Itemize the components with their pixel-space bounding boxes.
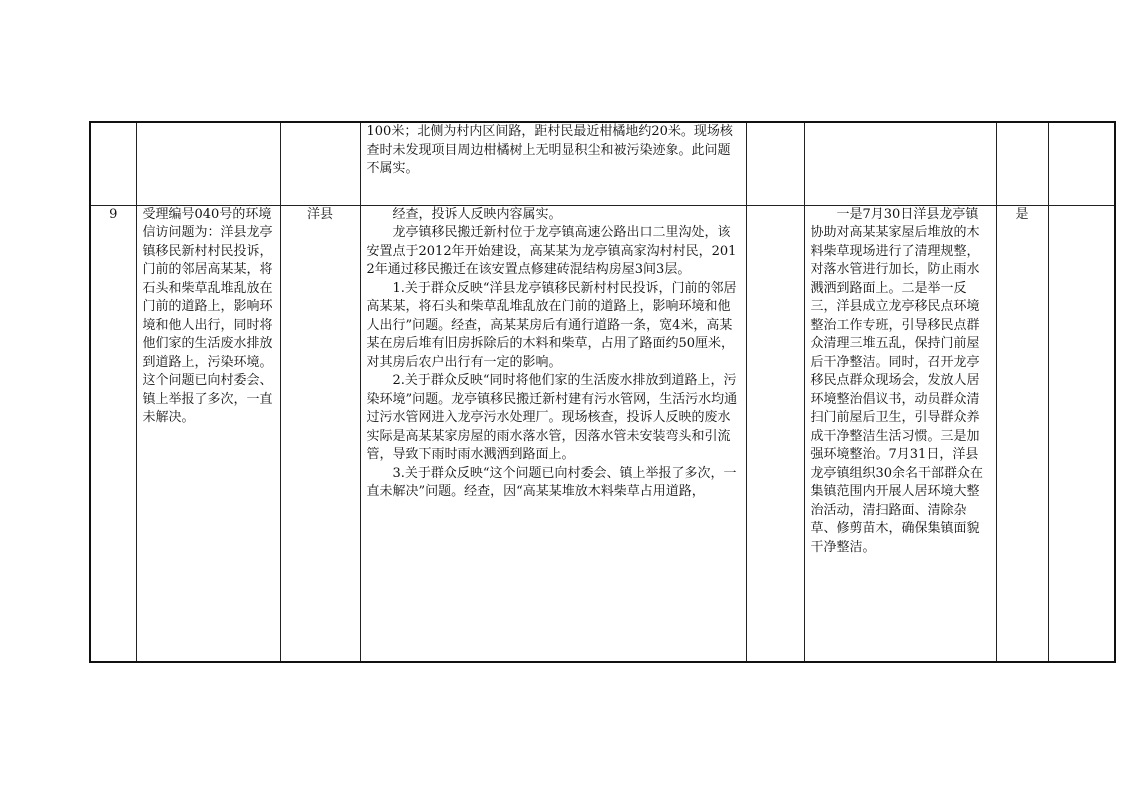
cell-empty-6b <box>746 205 804 662</box>
cell-complaint-empty <box>136 122 280 205</box>
cell-last-empty-b <box>1048 205 1115 662</box>
cell-empty-6 <box>746 122 804 205</box>
actions-text: 一是7月30日洋县龙亭镇协助对高某某家屋后堆放的木料柴草现场进行了清理规整，对落水管进行加长，防止雨水溅洒到路面上。二是举一反三，洋县成立龙亭移民点环境整治工作专班，引导移民点群众清理三堆五乱，保持门前屋后干净整洁。同时，召开龙亭移民点群众现场会，发放人居环境整治倡议书，动员群众清扫门前屋后卫生，引导群众养成干净整洁生活习惯。三是加强环境整治。7月31日，洋县龙亭镇组织30余名干部群众在集镇范围内开展人居环境大整治活动，清扫路面、清除杂草、修剪苗木，确保集镇面貌干净整洁。 <box>810 206 984 555</box>
cell-actions-empty <box>804 122 996 205</box>
cell-no-empty <box>90 122 136 205</box>
finding-para-4: 2.关于群众反映“同时将他们家的生活废水排放到道路上，污染环境”问题。龙亭镇移民搬迁新村建有污水管网，生活污水均通过污水管网进入龙亭污水处理厂。现场核查，投诉人反映的废水实际是高某某家房屋的雨水落水管，因落水管未安装弯头和引流管，导致下雨时雨水溅洒到路面上。 <box>366 373 738 462</box>
table-row-continued <box>90 122 1115 205</box>
finding-para-3: 1.关于群众反映“洋县龙亭镇移民新村村民投诉，门前的邻居高某某，将石头和柴草乱堆乱放在门前的道路上，影响环境和他人出行”问题。经查，高某某房后有通行道路一条，宽4米，高某某在房后堆有旧房拆除后的木料和柴草，占用了路面约50厘米，对其房后农户出行有一定的影响。 <box>366 280 737 370</box>
table-row-9 <box>90 205 1115 662</box>
cell-closed-empty <box>996 122 1048 205</box>
actions-cell <box>804 205 996 662</box>
cell-finding-continued <box>360 122 746 205</box>
finding-para-1: 经查，投诉人反映内容属实。 <box>392 206 562 222</box>
findings-cell <box>360 205 746 662</box>
finding-continued-text: 100米；北侧为村内区间路，距村民最近柑橘地约20米。现场核查时未发现项目周边柑橘树上无明显积尘和被污染迹象。此问题不属实。 <box>366 124 733 176</box>
county-cell: 洋县 <box>280 205 360 662</box>
row-number: 9 <box>90 205 136 662</box>
complaint-table <box>89 121 1116 663</box>
finding-para-5: 3.关于群众反映“这个问题已向村委会、镇上举报了多次，一直未解决”问题。经查，因“高某某堆放木料柴草占用道路， <box>366 465 737 499</box>
cell-county-empty <box>280 122 360 205</box>
finding-para-2: 龙亭镇移民搬迁新村位于龙亭镇高速公路出口二里沟处，该安置点于2012年开始建设，高某某为龙亭镇高家沟村村民，2012年通过移民搬迁在该安置点修建砖混结构房屋3间3层。 <box>366 225 737 277</box>
complaint-text: 受理编号040号的环境信访问题为：洋县龙亭镇移民新村村民投诉，门前的邻居高某某，将石头和柴草乱堆乱放在门前的道路上，影响环境和他人出行，同时将他们家的生活废水排放到道路上，污染环境。这个问题已向村委会、镇上举报了多次，一直未解决。 <box>136 205 280 662</box>
closed-cell: 是 <box>996 205 1048 662</box>
cell-last-empty <box>1048 122 1115 205</box>
